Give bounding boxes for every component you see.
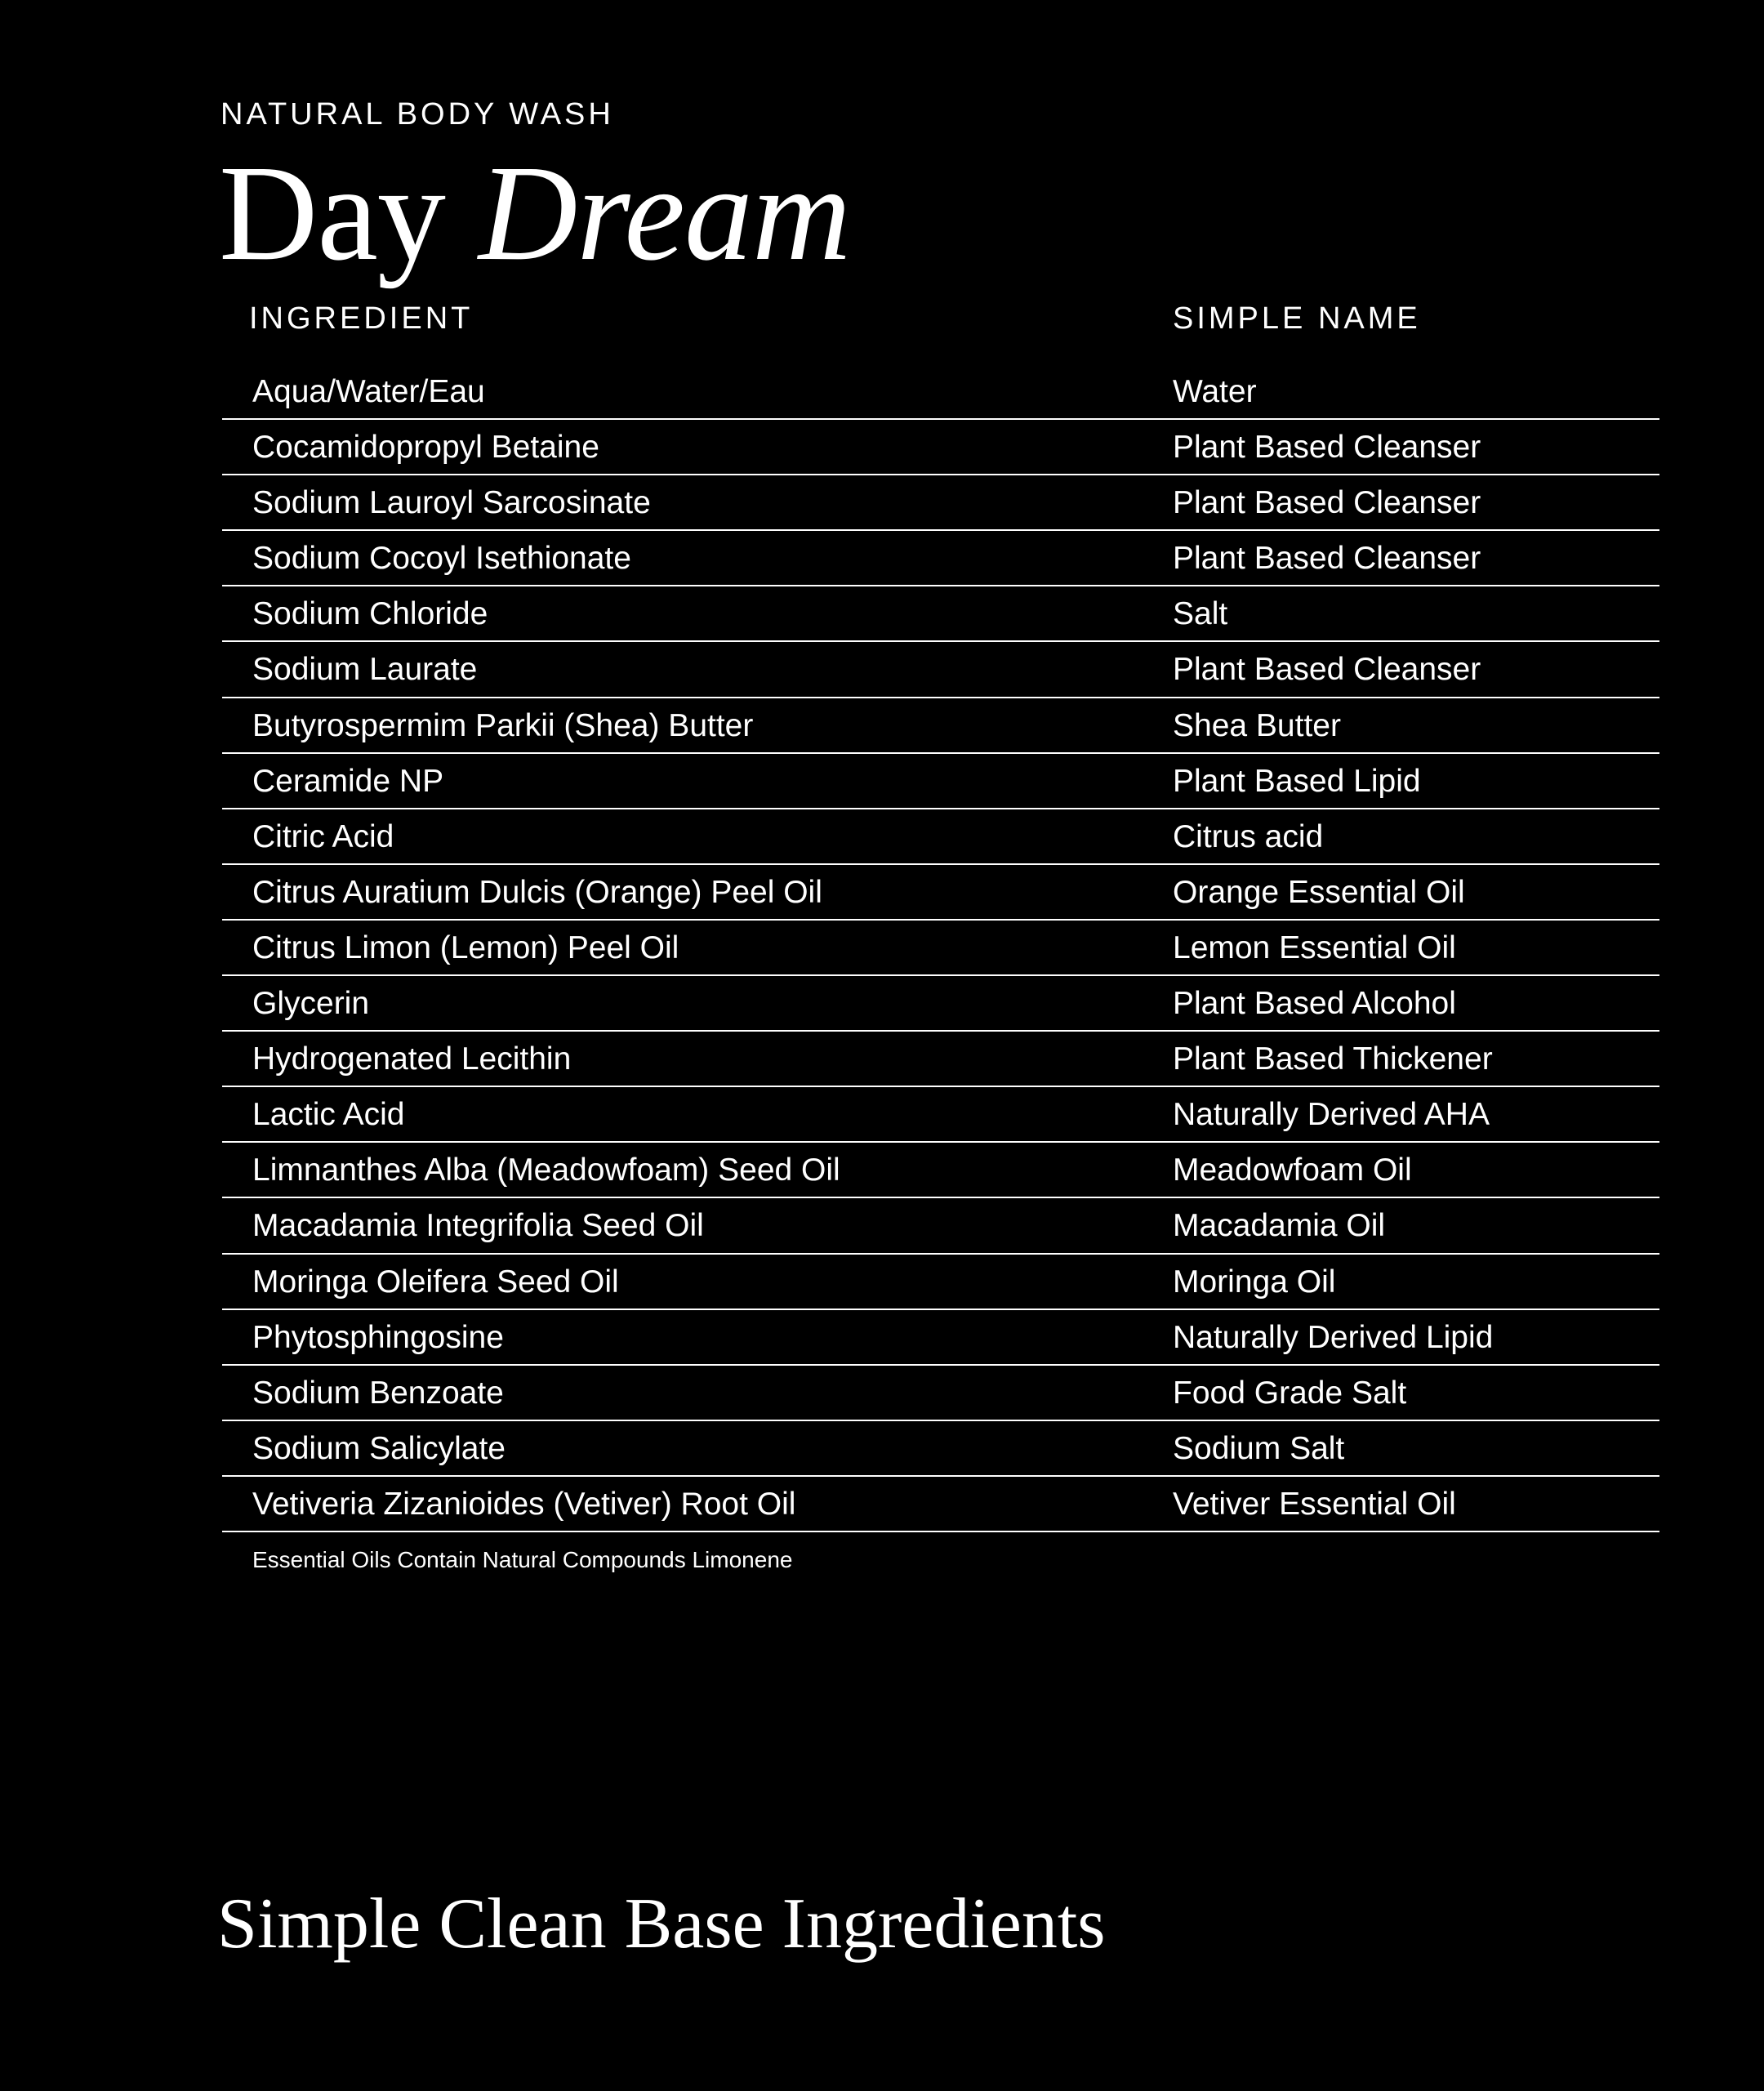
column-header-ingredient: INGREDIENT [249, 301, 474, 336]
product-title-italic: Dream [478, 137, 851, 289]
product-category: NATURAL BODY WASH [220, 97, 614, 132]
column-header-simple-name: SIMPLE NAME [1173, 301, 1421, 336]
table-row [222, 1255, 1659, 1310]
ingredient-cell: Sodium Benzoate [252, 1375, 504, 1411]
simple-name-cell: Orange Essential Oil [1173, 874, 1465, 910]
simple-name-cell: Citrus acid [1173, 818, 1324, 854]
table-row [222, 1143, 1659, 1198]
footnote: Essential Oils Contain Natural Compounds Limonene [252, 1547, 793, 1572]
table-row [222, 809, 1659, 865]
table-row [222, 364, 1659, 420]
ingredient-cell: Sodium Cocoyl Isethionate [252, 541, 631, 577]
ingredient-cell: Glycerin [252, 986, 370, 1022]
table-row [222, 1477, 1659, 1532]
table-row [222, 1198, 1659, 1254]
ingredient-cell: Lactic Acid [252, 1097, 405, 1133]
simple-name-cell: Plant Based Cleanser [1173, 652, 1481, 688]
ingredients-table [222, 364, 1659, 1532]
ingredient-cell: Sodium Chloride [252, 596, 488, 632]
product-title-regular: Day [219, 137, 445, 289]
ingredient-cell: Macadamia Integrifolia Seed Oil [252, 1208, 704, 1244]
simple-name-cell: Sodium Salt [1173, 1430, 1345, 1466]
ingredient-cell: Butyrospermim Parkii (Shea) Butter [252, 707, 754, 743]
table-row [222, 1087, 1659, 1143]
table-row [222, 642, 1659, 698]
table-row [222, 420, 1659, 475]
ingredient-cell: Sodium Laurate [252, 652, 478, 688]
table-row [222, 698, 1659, 754]
tagline: Simple Clean Base Ingredients [217, 1884, 1106, 1964]
table-row [222, 1032, 1659, 1087]
simple-name-cell: Meadowfoam Oil [1173, 1153, 1412, 1188]
table-row [222, 921, 1659, 976]
ingredient-cell: Sodium Lauroyl Sarcosinate [252, 485, 651, 521]
table-row [222, 1310, 1659, 1366]
table-row [222, 531, 1659, 586]
simple-name-cell: Naturally Derived AHA [1173, 1097, 1490, 1133]
simple-name-cell: Plant Based Cleanser [1173, 541, 1481, 577]
simple-name-cell: Plant Based Cleanser [1173, 430, 1481, 466]
ingredient-cell: Moringa Oleifera Seed Oil [252, 1264, 619, 1300]
simple-name-cell: Plant Based Cleanser [1173, 485, 1481, 521]
ingredient-cell: Citric Acid [252, 818, 394, 854]
ingredient-cell: Citrus Limon (Lemon) Peel Oil [252, 930, 679, 965]
simple-name-cell: Shea Butter [1173, 707, 1341, 743]
table-row [222, 976, 1659, 1032]
simple-name-cell: Plant Based Alcohol [1173, 986, 1456, 1022]
ingredient-cell: Phytosphingosine [252, 1319, 504, 1355]
ingredient-cell: Sodium Salicylate [252, 1430, 506, 1466]
simple-name-cell: Macadamia Oil [1173, 1208, 1386, 1244]
ingredient-cell: Limnanthes Alba (Meadowfoam) Seed Oil [252, 1153, 840, 1188]
ingredient-cell: Hydrogenated Lecithin [252, 1041, 572, 1077]
table-row [222, 1421, 1659, 1477]
simple-name-cell: Vetiver Essential Oil [1173, 1486, 1456, 1522]
product-title [219, 137, 851, 289]
table-row [222, 586, 1659, 642]
table-row [222, 865, 1659, 921]
simple-name-cell: Moringa Oil [1173, 1264, 1336, 1300]
ingredient-cell: Cocamidopropyl Betaine [252, 430, 599, 466]
simple-name-cell: Water [1173, 374, 1257, 409]
simple-name-cell: Naturally Derived Lipid [1173, 1319, 1494, 1355]
ingredient-cell: Vetiveria Zizanioides (Vetiver) Root Oil [252, 1486, 796, 1522]
simple-name-cell: Food Grade Salt [1173, 1375, 1407, 1411]
ingredient-cell: Citrus Auratium Dulcis (Orange) Peel Oil [252, 874, 822, 910]
simple-name-cell: Plant Based Lipid [1173, 763, 1421, 799]
table-row [222, 1366, 1659, 1421]
table-row [222, 475, 1659, 531]
simple-name-cell: Plant Based Thickener [1173, 1041, 1493, 1077]
simple-name-cell: Salt [1173, 596, 1228, 632]
table-row [222, 754, 1659, 809]
simple-name-cell: Lemon Essential Oil [1173, 930, 1456, 965]
ingredient-cell: Ceramide NP [252, 763, 444, 799]
ingredient-cell: Aqua/Water/Eau [252, 374, 485, 409]
